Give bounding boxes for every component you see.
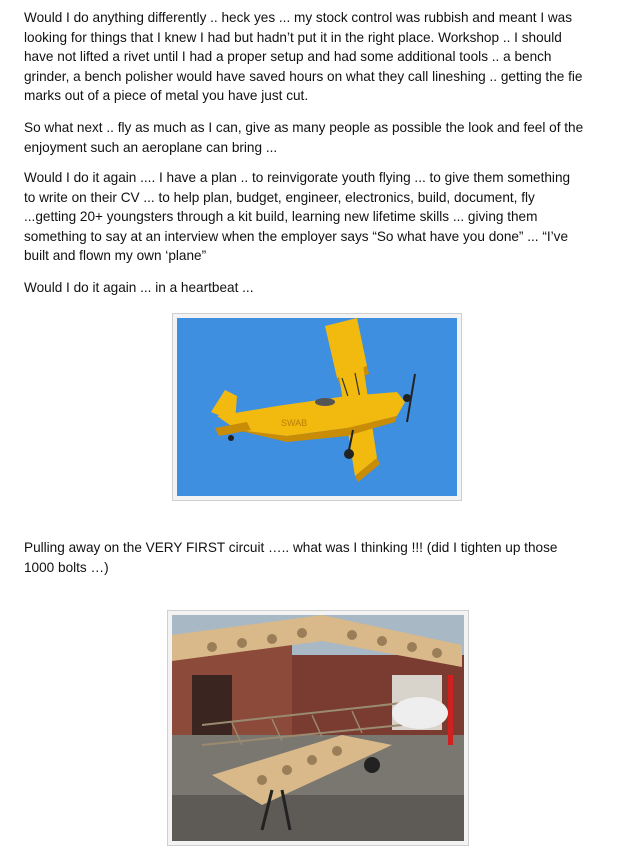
biplane-in-flight-photo <box>172 313 462 501</box>
paragraph-heartbeat: Would I do it again ... in a heartbeat ... <box>24 280 254 295</box>
registration-text: SWAB <box>281 418 308 428</box>
paragraph-lessons: Would I do anything differently .. heck yes ... my stock control was rubbish and meant I was looking for things that I knew I had but hadn’t put it in the right place. Workshop .. I should have not lifted a rivet until I had a proper setup and had some additional tools .. a bench grinder, a bench polisher would have saved hours on what they call lineshing .. getting the fie marks out of a piece of metal you have just cut. <box>24 10 583 104</box>
paragraph-plan: Would I do it again .... I have a plan .. to reinvigorate youth flying ... to give them something to write on their CV ... to help plan, budget, engineer, electronics, build, document, fly ...getting 20+ youngsters through a kit build, learning new lifetime skills ... giving them something to say at an interview when the employer says “So what have you done” ... “I’ve built and flown my own ‘plane” <box>24 170 571 264</box>
photo-caption: Pulling away on the VERY FIRST circuit ….. what was I thinking !!! (did I tighten up those 1000 bolts …) <box>24 540 558 575</box>
workshop-frame-photo <box>167 610 469 846</box>
paragraph-what-next: So what next .. fly as much as I can, give as many people as possible the look and feel of the enjoyment such an aeroplane can bring ... <box>24 120 584 155</box>
